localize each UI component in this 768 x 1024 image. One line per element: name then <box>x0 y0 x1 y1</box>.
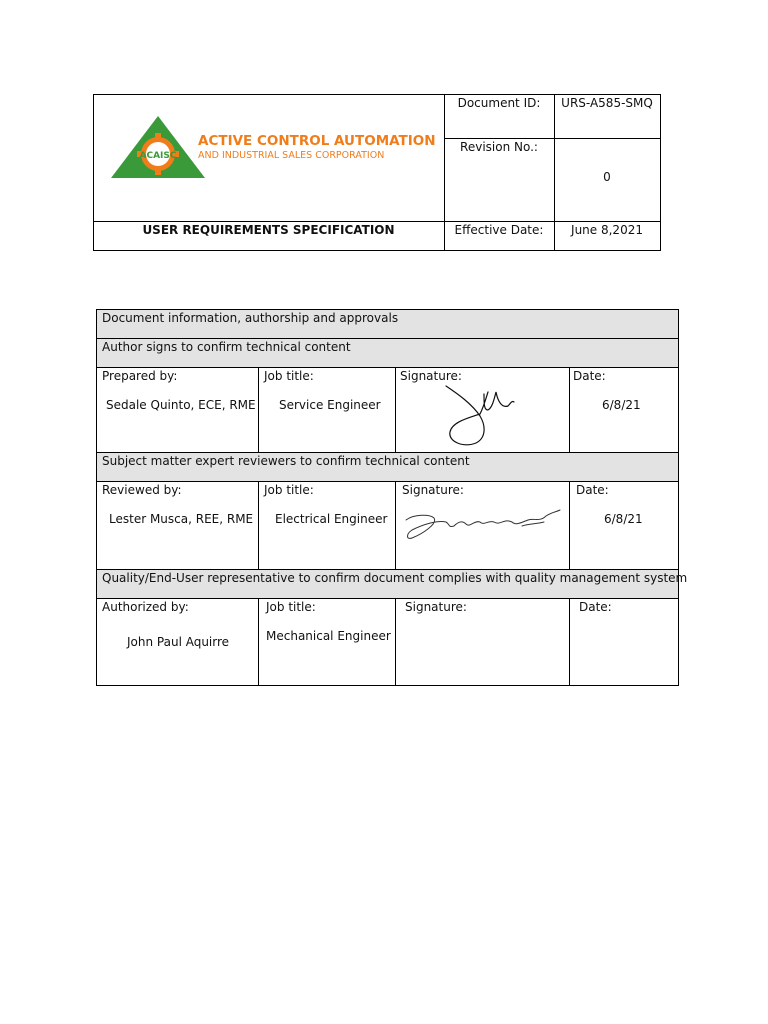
row-line-8 <box>96 685 679 686</box>
reviewed-date-value: 6/8/21 <box>604 512 643 526</box>
header-border-top <box>93 94 661 95</box>
header-divider-h2 <box>93 221 661 222</box>
authorized-signature-label: Signature: <box>405 600 467 614</box>
reviewed-job-title: Electrical Engineer <box>275 512 388 526</box>
col-line-b2 <box>395 481 396 569</box>
prepared-job-title: Service Engineer <box>279 398 381 412</box>
reviewed-signature-label: Signature: <box>402 483 464 497</box>
col-line-a2 <box>395 367 396 452</box>
authorized-by-label: Authorized by: <box>102 600 189 614</box>
row-line-3 <box>96 367 679 368</box>
effective-date-value: June 8,2021 <box>571 223 643 237</box>
row-line-7 <box>96 598 679 599</box>
prepared-signature-label: Signature: <box>400 369 462 383</box>
prepared-date-label: Date: <box>573 369 606 383</box>
col-line-a3 <box>569 367 570 452</box>
table-border-left <box>96 309 97 686</box>
revision-value: 0 <box>603 170 611 184</box>
company-logo <box>108 114 436 180</box>
authorized-by-name: John Paul Aquirre <box>127 635 230 649</box>
header-border-right <box>660 94 661 251</box>
col-line-c2 <box>395 598 396 685</box>
row-line-4 <box>96 452 679 453</box>
author-heading: Author signs to confirm technical content <box>102 340 351 354</box>
col-line-c3 <box>569 598 570 685</box>
col-line-c1 <box>258 598 259 685</box>
quality-heading: Quality/End-User representative to confirm document complies with quality management system <box>102 571 688 585</box>
revision-label: Revision No.: <box>460 140 538 154</box>
header-divider-h1 <box>444 138 661 139</box>
row-line-2 <box>96 338 679 339</box>
row-line-6 <box>96 569 679 570</box>
prepared-by-label: Prepared by: <box>102 369 178 383</box>
reviewed-by-label: Reviewed by: <box>102 483 182 497</box>
company-name-line2: AND INDUSTRIAL SALES CORPORATION <box>198 150 385 161</box>
col-line-b1 <box>258 481 259 569</box>
authorized-job-title: Mechanical Engineer <box>266 629 391 643</box>
col-line-a1 <box>258 367 259 452</box>
section-title: Document information, authorship and approvals <box>102 311 399 325</box>
reviewed-date-label: Date: <box>576 483 609 497</box>
company-name-line1: ACTIVE CONTROL AUTOMATION <box>198 133 436 149</box>
prepared-job-label: Job title: <box>264 369 314 383</box>
authorized-date-label: Date: <box>579 600 612 614</box>
prepared-by-name: Sedale Quinto, ECE, RME <box>106 398 256 412</box>
document-title: USER REQUIREMENTS SPECIFICATION <box>142 223 395 237</box>
row-line-5 <box>96 481 679 482</box>
row-line-1 <box>96 309 679 310</box>
prepared-date-value: 6/8/21 <box>602 398 641 412</box>
header-border-bottom <box>93 250 661 251</box>
table-border-right <box>678 309 679 686</box>
reviewed-signature-image <box>404 504 562 544</box>
prepared-signature-image <box>440 380 520 448</box>
reviewed-job-label: Job title: <box>264 483 314 497</box>
col-line-b3 <box>569 481 570 569</box>
effective-date-label: Effective Date: <box>454 223 544 237</box>
document-id-label: Document ID: <box>457 96 541 110</box>
reviewed-by-name: Lester Musca, REE, RME <box>109 512 254 526</box>
document-id-value: URS-A585-SMQ <box>561 96 653 110</box>
logo-triangle-icon <box>108 114 208 180</box>
svg-text:ACAISC: ACAISC <box>139 151 177 161</box>
reviewer-heading: Subject matter expert reviewers to confirm technical content <box>102 454 470 468</box>
authorized-job-label: Job title: <box>266 600 316 614</box>
